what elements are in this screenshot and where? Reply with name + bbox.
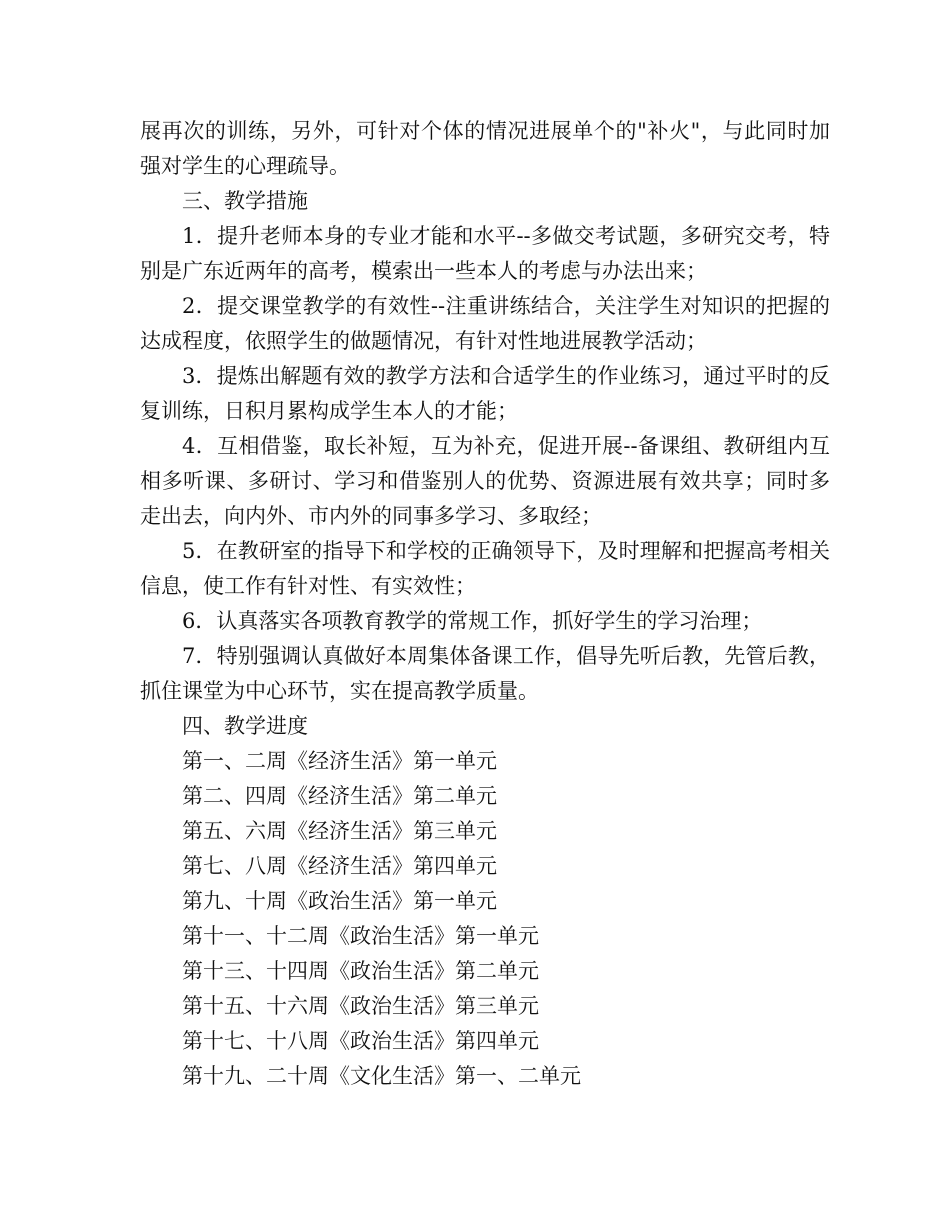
schedule-list xyxy=(140,744,830,1094)
schedule-item: 第五、六周《经济生活》第三单元 xyxy=(182,819,497,843)
measure-item-2: 2．提交课堂教学的有效性--注重讲练结合，关注学生对知识的把握的达成程度，依照学生的做题情况，有针对性地进展教学活动； xyxy=(140,294,830,353)
measure-item-7: 7．特别强调认真做好本周集体备课工作，倡导先听后教，先管后教，抓住课堂为中心环节，实在提高教学质量。 xyxy=(140,644,830,703)
schedule-item: 第九、十周《政治生活》第一单元 xyxy=(182,889,497,913)
schedule-item: 第十一、十二周《政治生活》第一单元 xyxy=(182,924,539,948)
intro-paragraph: 展再次的训练，另外，可针对个体的情况进展单个的"补火"，与此同时加强对学生的心理疏导。 xyxy=(140,119,830,178)
measure-item-3: 3．提炼出解题有效的教学方法和合适学生的作业练习，通过平时的反复训练，日积月累构成学生本人的才能； xyxy=(140,364,830,423)
section-heading-schedule: 四、教学进度 xyxy=(182,714,308,738)
schedule-item: 第十九、二十周《文化生活》第一、二单元 xyxy=(182,1064,581,1088)
section-heading-measures: 三、教学措施 xyxy=(182,189,308,213)
schedule-item: 第七、八周《经济生活》第四单元 xyxy=(182,854,497,878)
measure-item-1: 1．提升老师本身的专业才能和水平--多做交考试题，多研究交考，特别是广东近两年的高考，模索出一些本人的考虑与办法出来； xyxy=(140,224,830,283)
measure-item-5: 5．在教研室的指导下和学校的正确领导下，及时理解和把握高考相关信息，使工作有针对性、有实效性； xyxy=(140,539,830,598)
schedule-item: 第十七、十八周《政治生活》第四单元 xyxy=(182,1029,539,1053)
schedule-item: 第十五、十六周《政治生活》第三单元 xyxy=(182,994,539,1018)
measure-item-4: 4．互相借鉴，取长补短，互为补充，促进开展--备课组、教研组内互相多听课、多研讨、学习和借鉴别人的优势、资源进展有效共享；同时多走出去，向内外、市内外的同事多学习、多取经； xyxy=(140,434,830,528)
measure-item-6: 6．认真落实各项教育教学的常规工作，抓好学生的学习治理； xyxy=(182,609,763,633)
document-body xyxy=(140,114,830,1094)
schedule-item: 第十三、十四周《政治生活》第二单元 xyxy=(182,959,539,983)
schedule-item: 第二、四周《经济生活》第二单元 xyxy=(182,784,497,808)
schedule-item: 第一、二周《经济生活》第一单元 xyxy=(182,749,497,773)
